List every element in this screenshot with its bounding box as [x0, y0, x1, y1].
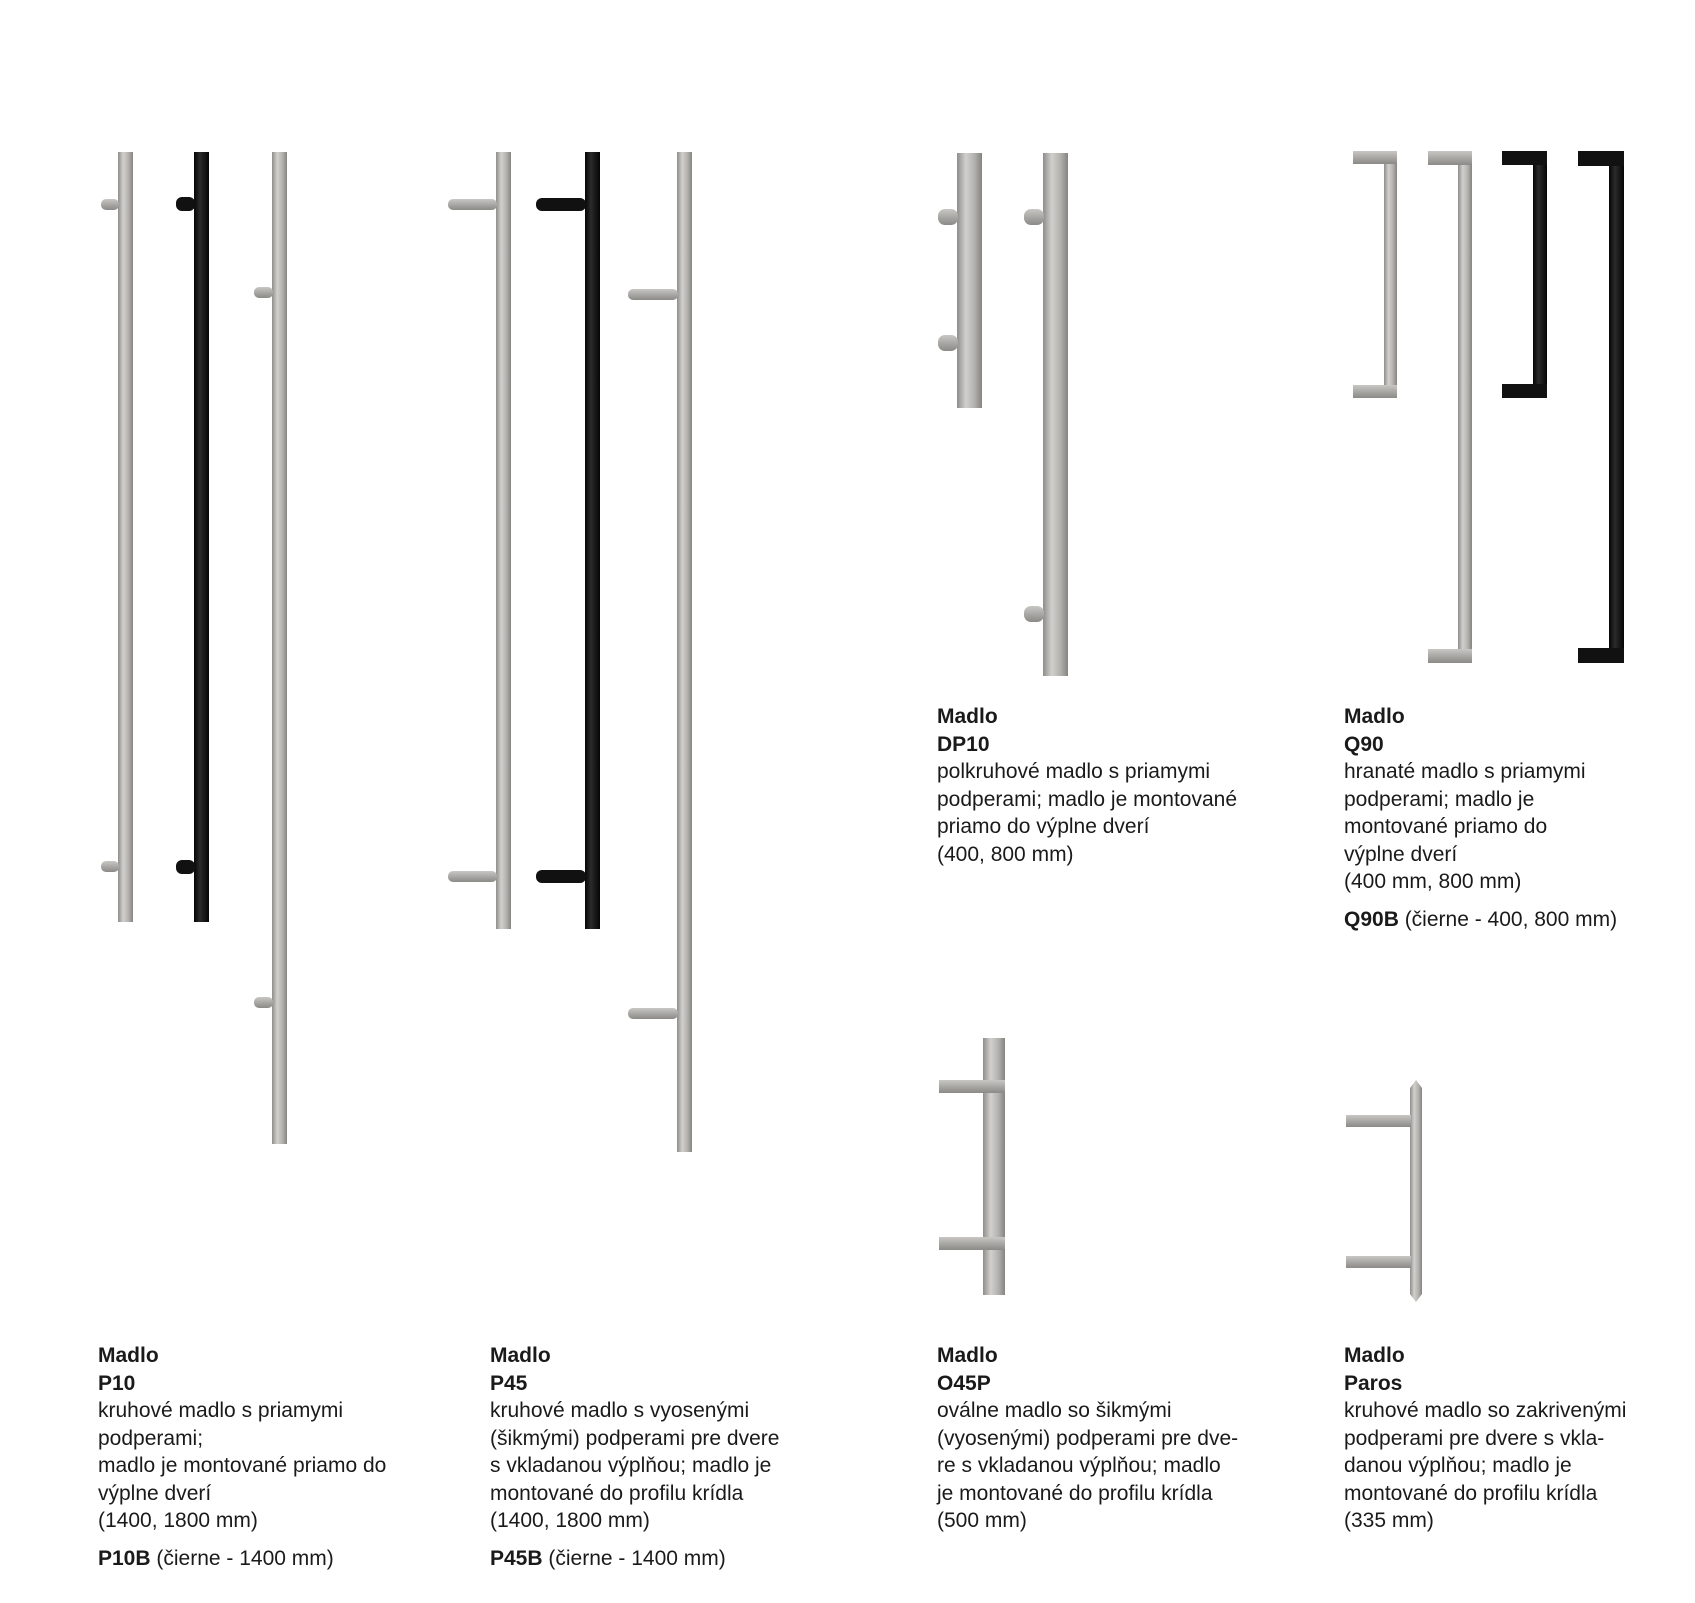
product-kind: Madlo: [937, 705, 998, 728]
description-line: výplne dverí: [1344, 842, 1458, 866]
product-code: DP10: [937, 732, 990, 756]
description-line: podperami; madlo je montované: [937, 787, 1238, 811]
description-line: danou výplňou; madlo je: [1344, 1454, 1572, 1477]
description-line: montované do profilu krídla: [1344, 1481, 1598, 1505]
product-kind: Madlo: [98, 1344, 159, 1367]
variant-note: [1344, 906, 1617, 934]
product-code: P10: [98, 1371, 136, 1395]
handle-paros: [1346, 1080, 1422, 1302]
description-line: oválne madlo so šikmými: [937, 1399, 1172, 1422]
description-line: kruhové madlo s vyosenými: [490, 1399, 750, 1422]
handle-p10b-black: [176, 152, 209, 922]
product-p10-description: [98, 1342, 386, 1572]
description-line: (335 mm): [1344, 1509, 1434, 1532]
variant-code: P45B: [490, 1546, 543, 1570]
description-line: (šikmými) podperami pre dvere: [490, 1426, 780, 1450]
handle-p10-steel-short: [101, 152, 133, 922]
description-line: podperami pre dvere s vkla-: [1344, 1426, 1605, 1450]
description-line: výplne dverí: [98, 1481, 212, 1505]
description-line: je montované do profilu krídla: [937, 1481, 1213, 1505]
product-p45-description: [490, 1342, 779, 1572]
product-code: P45: [490, 1371, 528, 1395]
description-line: polkruhové madlo s priamymi: [937, 760, 1211, 783]
variant-code: P10B: [98, 1546, 151, 1570]
handle-q90-800: [1428, 151, 1472, 663]
variant-text: (čierne - 400, 800 mm): [1398, 907, 1618, 931]
description-line: (1400, 1800 mm): [490, 1509, 650, 1532]
description-line: podperami; madlo je: [1344, 787, 1535, 811]
description-line: (400, 800 mm): [937, 842, 1074, 866]
description-line: priamo do výplne dverí: [937, 815, 1150, 838]
handle-o45p: [939, 1038, 1005, 1295]
handle-q90b-800-black: [1578, 151, 1624, 663]
description-line: re s vkladanou výplňou; madlo: [937, 1454, 1221, 1477]
product-code: O45P: [937, 1371, 991, 1395]
handle-q90b-400-black: [1502, 151, 1547, 398]
description-line: kruhové madlo so zakrivenými: [1344, 1399, 1627, 1422]
description-line: kruhové madlo s priamymi: [98, 1399, 344, 1422]
product-kind: Madlo: [1344, 1344, 1405, 1367]
description-line: podperami;: [98, 1426, 204, 1450]
handle-dp10-400: [938, 153, 982, 408]
handle-p10-steel-long: [254, 152, 287, 1144]
description-line: (400 mm, 800 mm): [1344, 870, 1522, 893]
description-line: hranaté madlo s priamymi: [1344, 760, 1586, 783]
variant-text: (čierne - 1400 mm): [150, 1546, 334, 1570]
description-line: s vkladanou výplňou; madlo je: [490, 1454, 772, 1477]
product-code: Q90: [1344, 732, 1384, 756]
description-line: (vyosenými) podperami pre dve-: [937, 1426, 1239, 1450]
description-line: (1400, 1800 mm): [98, 1509, 258, 1532]
variant-text: (čierne - 1400 mm): [542, 1546, 726, 1570]
handle-p45-steel-short: [448, 152, 511, 929]
product-kind: Madlo: [490, 1344, 551, 1367]
product-dp10-description: [937, 703, 1237, 868]
handle-q90-400: [1353, 151, 1397, 398]
handle-p45-steel-long: [628, 152, 692, 1152]
product-code: Paros: [1344, 1371, 1403, 1395]
description-line: montované priamo do: [1344, 815, 1548, 838]
description-line: madlo je montované priamo do: [98, 1454, 387, 1477]
product-kind: Madlo: [1344, 705, 1405, 728]
description-line: (500 mm): [937, 1509, 1027, 1532]
variant-code: Q90B: [1344, 907, 1399, 931]
handle-dp10-800: [1024, 153, 1068, 676]
product-o45p-description: [937, 1342, 1238, 1535]
product-paros-description: [1344, 1342, 1626, 1535]
description-line: montované do profilu krídla: [490, 1481, 744, 1505]
variant-note: [490, 1545, 779, 1573]
product-kind: Madlo: [937, 1344, 998, 1367]
variant-note: [98, 1545, 386, 1573]
product-q90-description: [1344, 703, 1617, 933]
handle-p45b-black: [536, 152, 600, 929]
